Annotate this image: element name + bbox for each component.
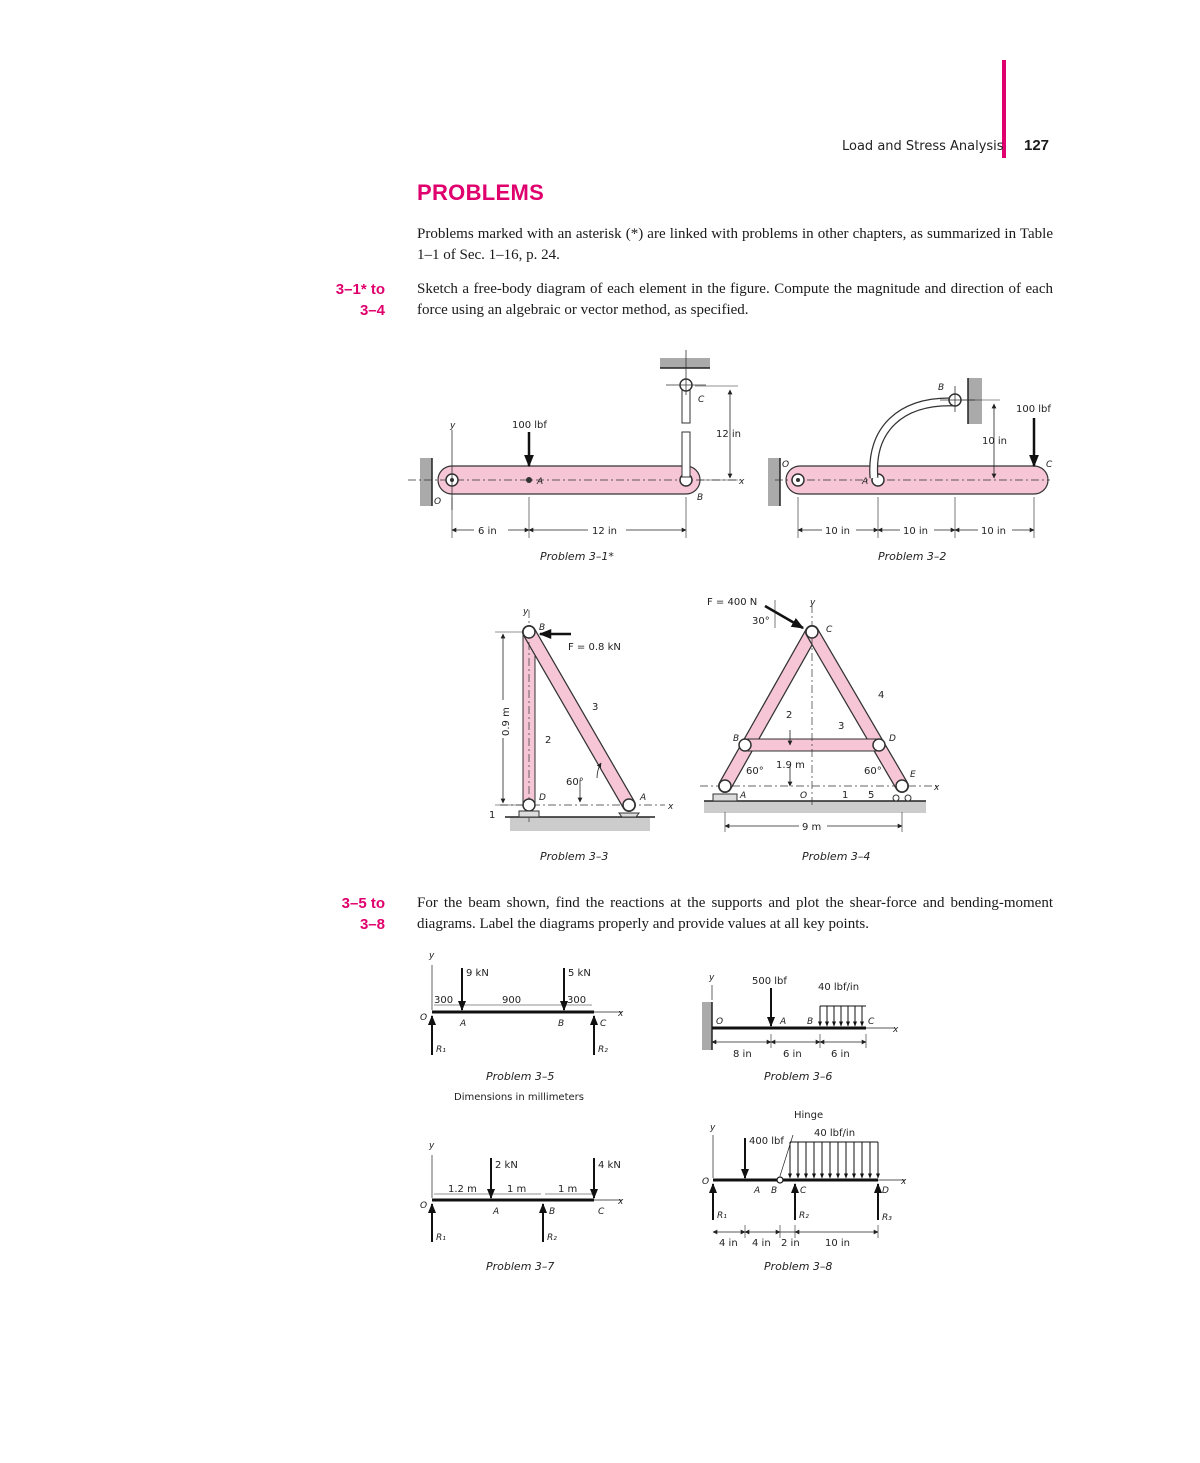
hinge bbox=[777, 1177, 783, 1183]
point-A bbox=[526, 477, 532, 483]
label-y: y bbox=[450, 421, 456, 431]
label-O: O bbox=[420, 1201, 428, 1211]
label-R1: R₁ bbox=[717, 1211, 727, 1221]
section-title: PROBLEMS bbox=[417, 180, 545, 205]
caption: Problem 3–5 bbox=[486, 1070, 555, 1083]
caption: Problem 3–3 bbox=[540, 850, 609, 863]
label-x: x bbox=[739, 477, 745, 487]
label-A: A bbox=[493, 1207, 500, 1217]
label-R2: R₂ bbox=[598, 1045, 608, 1055]
problem-3-8-figure bbox=[702, 1110, 907, 1273]
caption: Problem 3–8 bbox=[764, 1260, 833, 1273]
member-2-label: 2 bbox=[545, 735, 552, 746]
label-B: B bbox=[697, 493, 704, 503]
figures-3-5-to-3-8 bbox=[0, 940, 1200, 1290]
force-arrow bbox=[765, 606, 803, 628]
ground bbox=[510, 817, 650, 831]
dim2-label: 900 bbox=[502, 995, 522, 1006]
dim-vertical-label: 12 in bbox=[716, 429, 742, 440]
label-O: O bbox=[716, 1017, 724, 1027]
dim3-label: 2 in bbox=[781, 1238, 800, 1249]
member-4-label: 4 bbox=[878, 690, 885, 701]
dist-load-label: 40 lbf/in bbox=[818, 982, 860, 993]
caption: Problem 3–7 bbox=[486, 1260, 555, 1273]
pin-D bbox=[873, 739, 885, 751]
pin-A bbox=[623, 799, 635, 811]
label-C: C bbox=[826, 625, 833, 635]
dim2-label: 1 m bbox=[507, 1184, 527, 1195]
dim-6in-label: 6 in bbox=[478, 526, 497, 537]
label-E: E bbox=[910, 770, 916, 780]
dim-height-label: 0.9 m bbox=[501, 707, 512, 736]
label-A: A bbox=[460, 1019, 467, 1029]
wall-support-B bbox=[968, 378, 982, 424]
page-number: 127 bbox=[1024, 137, 1050, 154]
label-R3: R₃ bbox=[882, 1213, 892, 1223]
label-D: D bbox=[882, 1186, 889, 1196]
problem-3-7-figure bbox=[420, 1141, 624, 1273]
label-B: B bbox=[807, 1017, 814, 1027]
label-y: y bbox=[709, 973, 715, 983]
wall-support bbox=[702, 1002, 712, 1050]
wall-support bbox=[768, 458, 780, 506]
caption: Problem 3–6 bbox=[764, 1070, 833, 1083]
angle-label: 60° bbox=[566, 777, 584, 788]
load-label: 500 lbf bbox=[752, 976, 787, 987]
member-3-label: 3 bbox=[592, 702, 599, 713]
angle-left-label: 60° bbox=[746, 766, 764, 777]
dim-3-label: 10 in bbox=[981, 526, 1007, 537]
member-2-label: 2 bbox=[786, 710, 793, 721]
label-R1: R₁ bbox=[436, 1045, 446, 1055]
member-4 bbox=[812, 632, 902, 786]
label-R1: R₁ bbox=[436, 1233, 446, 1243]
load-label: 100 lbf bbox=[1016, 404, 1051, 415]
label-O: O bbox=[782, 460, 790, 470]
label-R2: R₂ bbox=[799, 1211, 809, 1221]
label-y: y bbox=[429, 1141, 435, 1151]
label-x: x bbox=[901, 1177, 907, 1187]
member-5-label: 5 bbox=[868, 790, 875, 801]
load-label: 400 lbf bbox=[749, 1136, 784, 1147]
label-O: O bbox=[420, 1013, 428, 1023]
problem-number-line: 3–4 bbox=[359, 302, 385, 319]
rod-BC-lower bbox=[682, 432, 690, 477]
label-O: O bbox=[434, 497, 442, 507]
label-x: x bbox=[668, 802, 674, 812]
pin-D bbox=[523, 799, 535, 811]
ceiling-support bbox=[660, 358, 710, 368]
pin-E bbox=[896, 780, 908, 792]
label-C: C bbox=[868, 1017, 875, 1027]
label-y: y bbox=[429, 951, 435, 961]
problem-number-line: 3–1* to bbox=[335, 281, 385, 298]
problem-3-5-figure bbox=[420, 951, 624, 1103]
dim4-label: 10 in bbox=[825, 1238, 851, 1249]
dist-load-label: 40 lbf/in bbox=[814, 1128, 856, 1139]
dim1-label: 4 in bbox=[719, 1238, 738, 1249]
caption: Problem 3–1* bbox=[540, 550, 614, 563]
problem-number-line: 3–5 to bbox=[341, 895, 385, 912]
dim3-label: 6 in bbox=[831, 1049, 850, 1060]
label-y: y bbox=[810, 598, 816, 608]
label-B: B bbox=[549, 1207, 556, 1217]
label-A: A bbox=[640, 793, 647, 803]
label-x: x bbox=[618, 1009, 624, 1019]
hinge-label: Hinge bbox=[794, 1110, 824, 1121]
problem-3-2-figure bbox=[768, 378, 1053, 563]
dim1-label: 8 in bbox=[733, 1049, 752, 1060]
label-B: B bbox=[733, 734, 740, 744]
label-C: C bbox=[698, 395, 705, 405]
intro-paragraph: Problems marked with an asterisk (*) are linked with problems in other chapters, as summarized in Table 1–1 of Sec. 1–16, p. 24. bbox=[417, 226, 1053, 263]
label-A: A bbox=[754, 1186, 761, 1196]
member-3-label: 3 bbox=[838, 721, 845, 732]
label-B: B bbox=[771, 1186, 778, 1196]
dim-vertical-label: 10 in bbox=[982, 436, 1008, 447]
force-label: F = 400 N bbox=[707, 597, 758, 608]
angle-right-label: 60° bbox=[864, 766, 882, 777]
load2-label: 4 kN bbox=[598, 1160, 621, 1171]
label-A: A bbox=[780, 1017, 787, 1027]
dim3-label: 300 bbox=[567, 995, 587, 1006]
dim-height-label: 1.9 m bbox=[776, 760, 805, 771]
dim-2-label: 10 in bbox=[903, 526, 929, 537]
label-O: O bbox=[800, 791, 808, 801]
force-label: F = 0.8 kN bbox=[568, 642, 621, 653]
label-x: x bbox=[934, 783, 940, 793]
label-B: B bbox=[938, 383, 945, 393]
subcaption: Dimensions in millimeters bbox=[454, 1092, 584, 1103]
distributed-load bbox=[790, 1142, 878, 1178]
dim1-label: 300 bbox=[434, 995, 454, 1006]
problem-statement: Sketch a free-body diagram of each element in the figure. Compute the magnitude and direction of each force using an algebraic or vector method, as specified. bbox=[417, 281, 1053, 318]
member-1-label: 1 bbox=[489, 810, 496, 821]
label-x: x bbox=[618, 1197, 624, 1207]
label-C: C bbox=[598, 1207, 605, 1217]
dim2-label: 6 in bbox=[783, 1049, 802, 1060]
running-title: Load and Stress Analysis bbox=[842, 139, 1004, 154]
pin-A bbox=[719, 780, 731, 792]
label-A: A bbox=[537, 477, 544, 487]
caption: Problem 3–2 bbox=[878, 550, 947, 563]
problem-statement: For the beam shown, find the reactions at the supports and plot the shear-force and bending-moment diagrams. Label the diagrams properly and provide values at all key points. bbox=[417, 895, 1053, 932]
dim-1-label: 10 in bbox=[825, 526, 851, 537]
pin-C bbox=[806, 626, 818, 638]
dim1-label: 1.2 m bbox=[448, 1184, 477, 1195]
dim-12in-label: 12 in bbox=[592, 526, 618, 537]
label-B: B bbox=[558, 1019, 565, 1029]
problem-3-3-figure bbox=[489, 607, 674, 863]
distributed-load bbox=[820, 1006, 866, 1026]
dim3-label: 1 m bbox=[558, 1184, 578, 1195]
label-C: C bbox=[800, 1186, 807, 1196]
caption: Problem 3–4 bbox=[802, 850, 871, 863]
label-D: D bbox=[889, 734, 896, 744]
ground bbox=[704, 801, 926, 813]
label-D: D bbox=[539, 793, 546, 803]
load1-label: 2 kN bbox=[495, 1160, 518, 1171]
member-1-label: 1 bbox=[842, 790, 849, 801]
load-label: 100 lbf bbox=[512, 420, 547, 431]
label-y: y bbox=[523, 607, 529, 617]
pin-B bbox=[739, 739, 751, 751]
pin-B bbox=[523, 626, 535, 638]
wall-support bbox=[420, 458, 432, 506]
load1-label: 9 kN bbox=[466, 968, 489, 979]
problem-number-range bbox=[295, 893, 385, 935]
label-R2: R₂ bbox=[547, 1233, 557, 1243]
label-C: C bbox=[600, 1019, 607, 1029]
problem-number-line: 3–8 bbox=[359, 916, 385, 933]
label-B: B bbox=[539, 623, 546, 633]
angle-force-label: 30° bbox=[752, 616, 770, 627]
label-A: A bbox=[862, 477, 869, 487]
load2-label: 5 kN bbox=[568, 968, 591, 979]
label-x: x bbox=[893, 1025, 899, 1035]
problem-3-4-figure bbox=[700, 597, 940, 863]
label-A: A bbox=[740, 791, 747, 801]
label-O: O bbox=[702, 1177, 710, 1187]
label-y: y bbox=[710, 1123, 716, 1133]
problem-3-1-figure bbox=[408, 350, 745, 563]
dim2-label: 4 in bbox=[752, 1238, 771, 1249]
problem-3-6-figure bbox=[702, 973, 899, 1083]
label-C: C bbox=[1046, 460, 1053, 470]
dim-span-label: 9 m bbox=[802, 822, 822, 833]
